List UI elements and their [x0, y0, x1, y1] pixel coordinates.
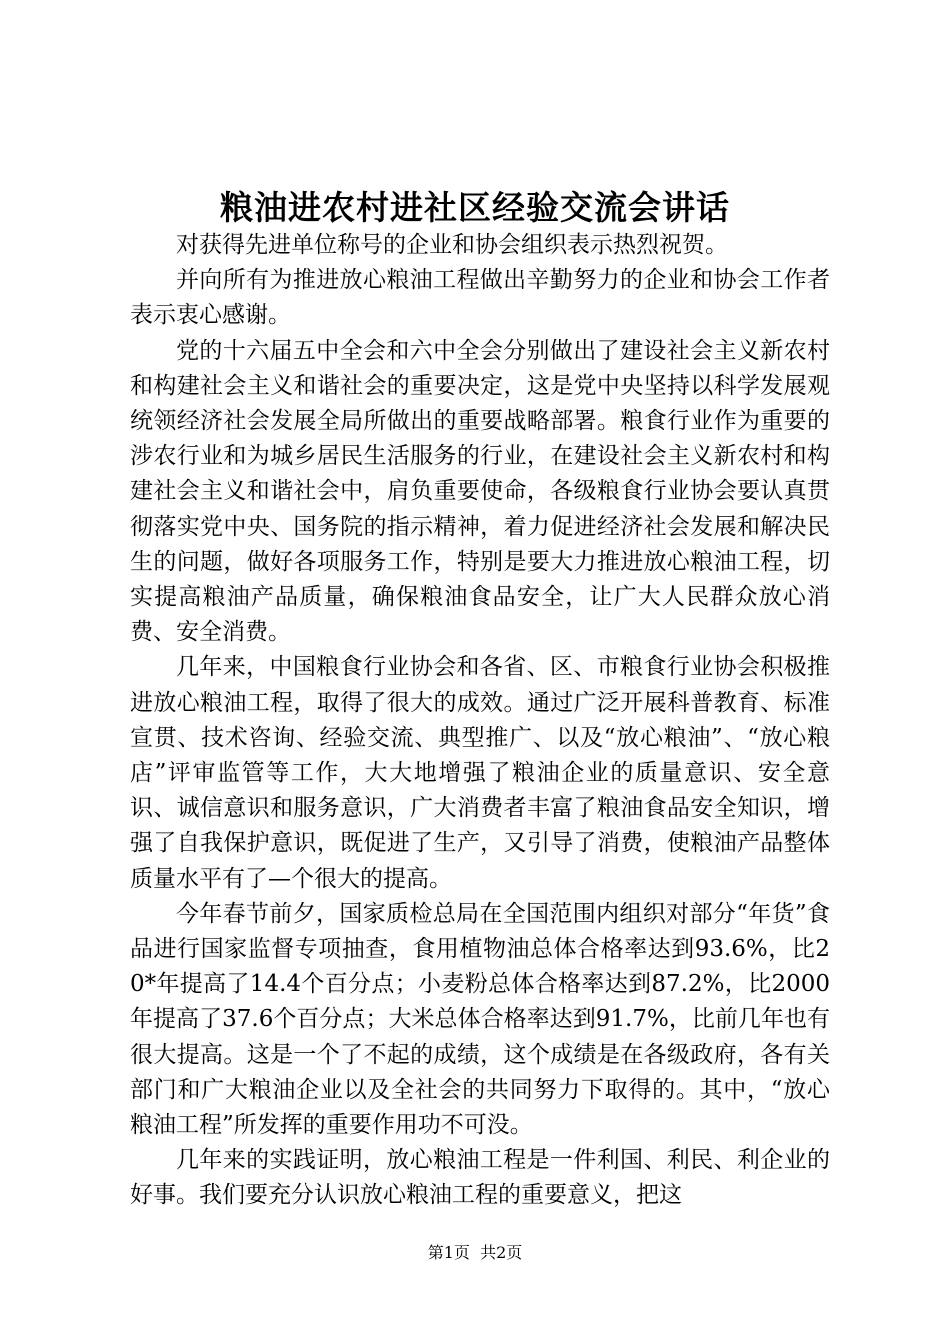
paragraph-party-decisions: 党的十六届五中全会和六中全会分别做出了建设社会主义新农村和构建社会主义和谐社会的重要决定，这是党中央坚持以科学发展观统领经济社会发展全局所做出的重要战略部署。粮食行业作为重要的涉农行业和为城乡居民生活服务的行业，在建设社会主义新农村和构建社会主义和谐社会中，肩负重要使命，各级粮食行业协会要认真贯彻落实党中央、国务院的指示精神，着力促进经济社会发展和解决民生的问题，做好各项服务工作，特别是要大力推进放心粮油工程，切实提高粮油产品质量，确保粮油食品安全，让广大人民群众放心消费、安全消费。 [130, 337, 830, 646]
paragraph-practice-proves: 几年来的实践证明，放心粮油工程是一件利国、利民、利企业的好事。我们要充分认识放心粮油工程的重要意义，把这 [130, 1147, 830, 1209]
paragraph-thanks: 并向所有为推进放心粮油工程做出辛勤努力的企业和协会工作者表示衷心感谢。 [130, 267, 830, 329]
page-number-footer: 第1页 共2页 [427, 1243, 523, 1262]
paragraph-achievements: 几年来，中国粮食行业协会和各省、区、市粮食行业协会积极推进放心粮油工程，取得了很大的成效。通过广泛开展科普教育、标准宣贯、技术咨询、经验交流、典型推广、以及“放心粮油”、“放心粮店”评审监管等工作，大大地增强了粮油企业的质量意识、安全意识、诚信意识和服务意识，广大消费者丰富了粮油食品安全知识，增强了自我保护意识，既促进了生产，又引导了消费，使粮油产品整体质量水平有了—个很大的提高。 [130, 654, 830, 892]
document-title: 粮油进农村进社区经验交流会讲话 [220, 188, 730, 227]
paragraph-congratulations: 对获得先进单位称号的企业和协会组织表示热烈祝贺。 [176, 232, 728, 258]
paragraph-inspection-results: 今年春节前夕，国家质检总局在全国范围内组织对部分“年货”食品进行国家监督专项抽查，食用植物油总体合格率达到93.6%，比20*年提高了14.4个百分点；小麦粉总体合格率达到87.2%，比2000年提高了37.6个百分点；大米总体合格率达到91.7%，比前几年也有很大提高。这是一个了不起的成绩，这个成绩是在各级政府，各有关部门和广大粮油企业以及全社会的共同努力下取得的。其中，“放心粮油工程”所发挥的重要作用功不可没。 [130, 900, 830, 1139]
document-body [130, 228, 830, 1214]
